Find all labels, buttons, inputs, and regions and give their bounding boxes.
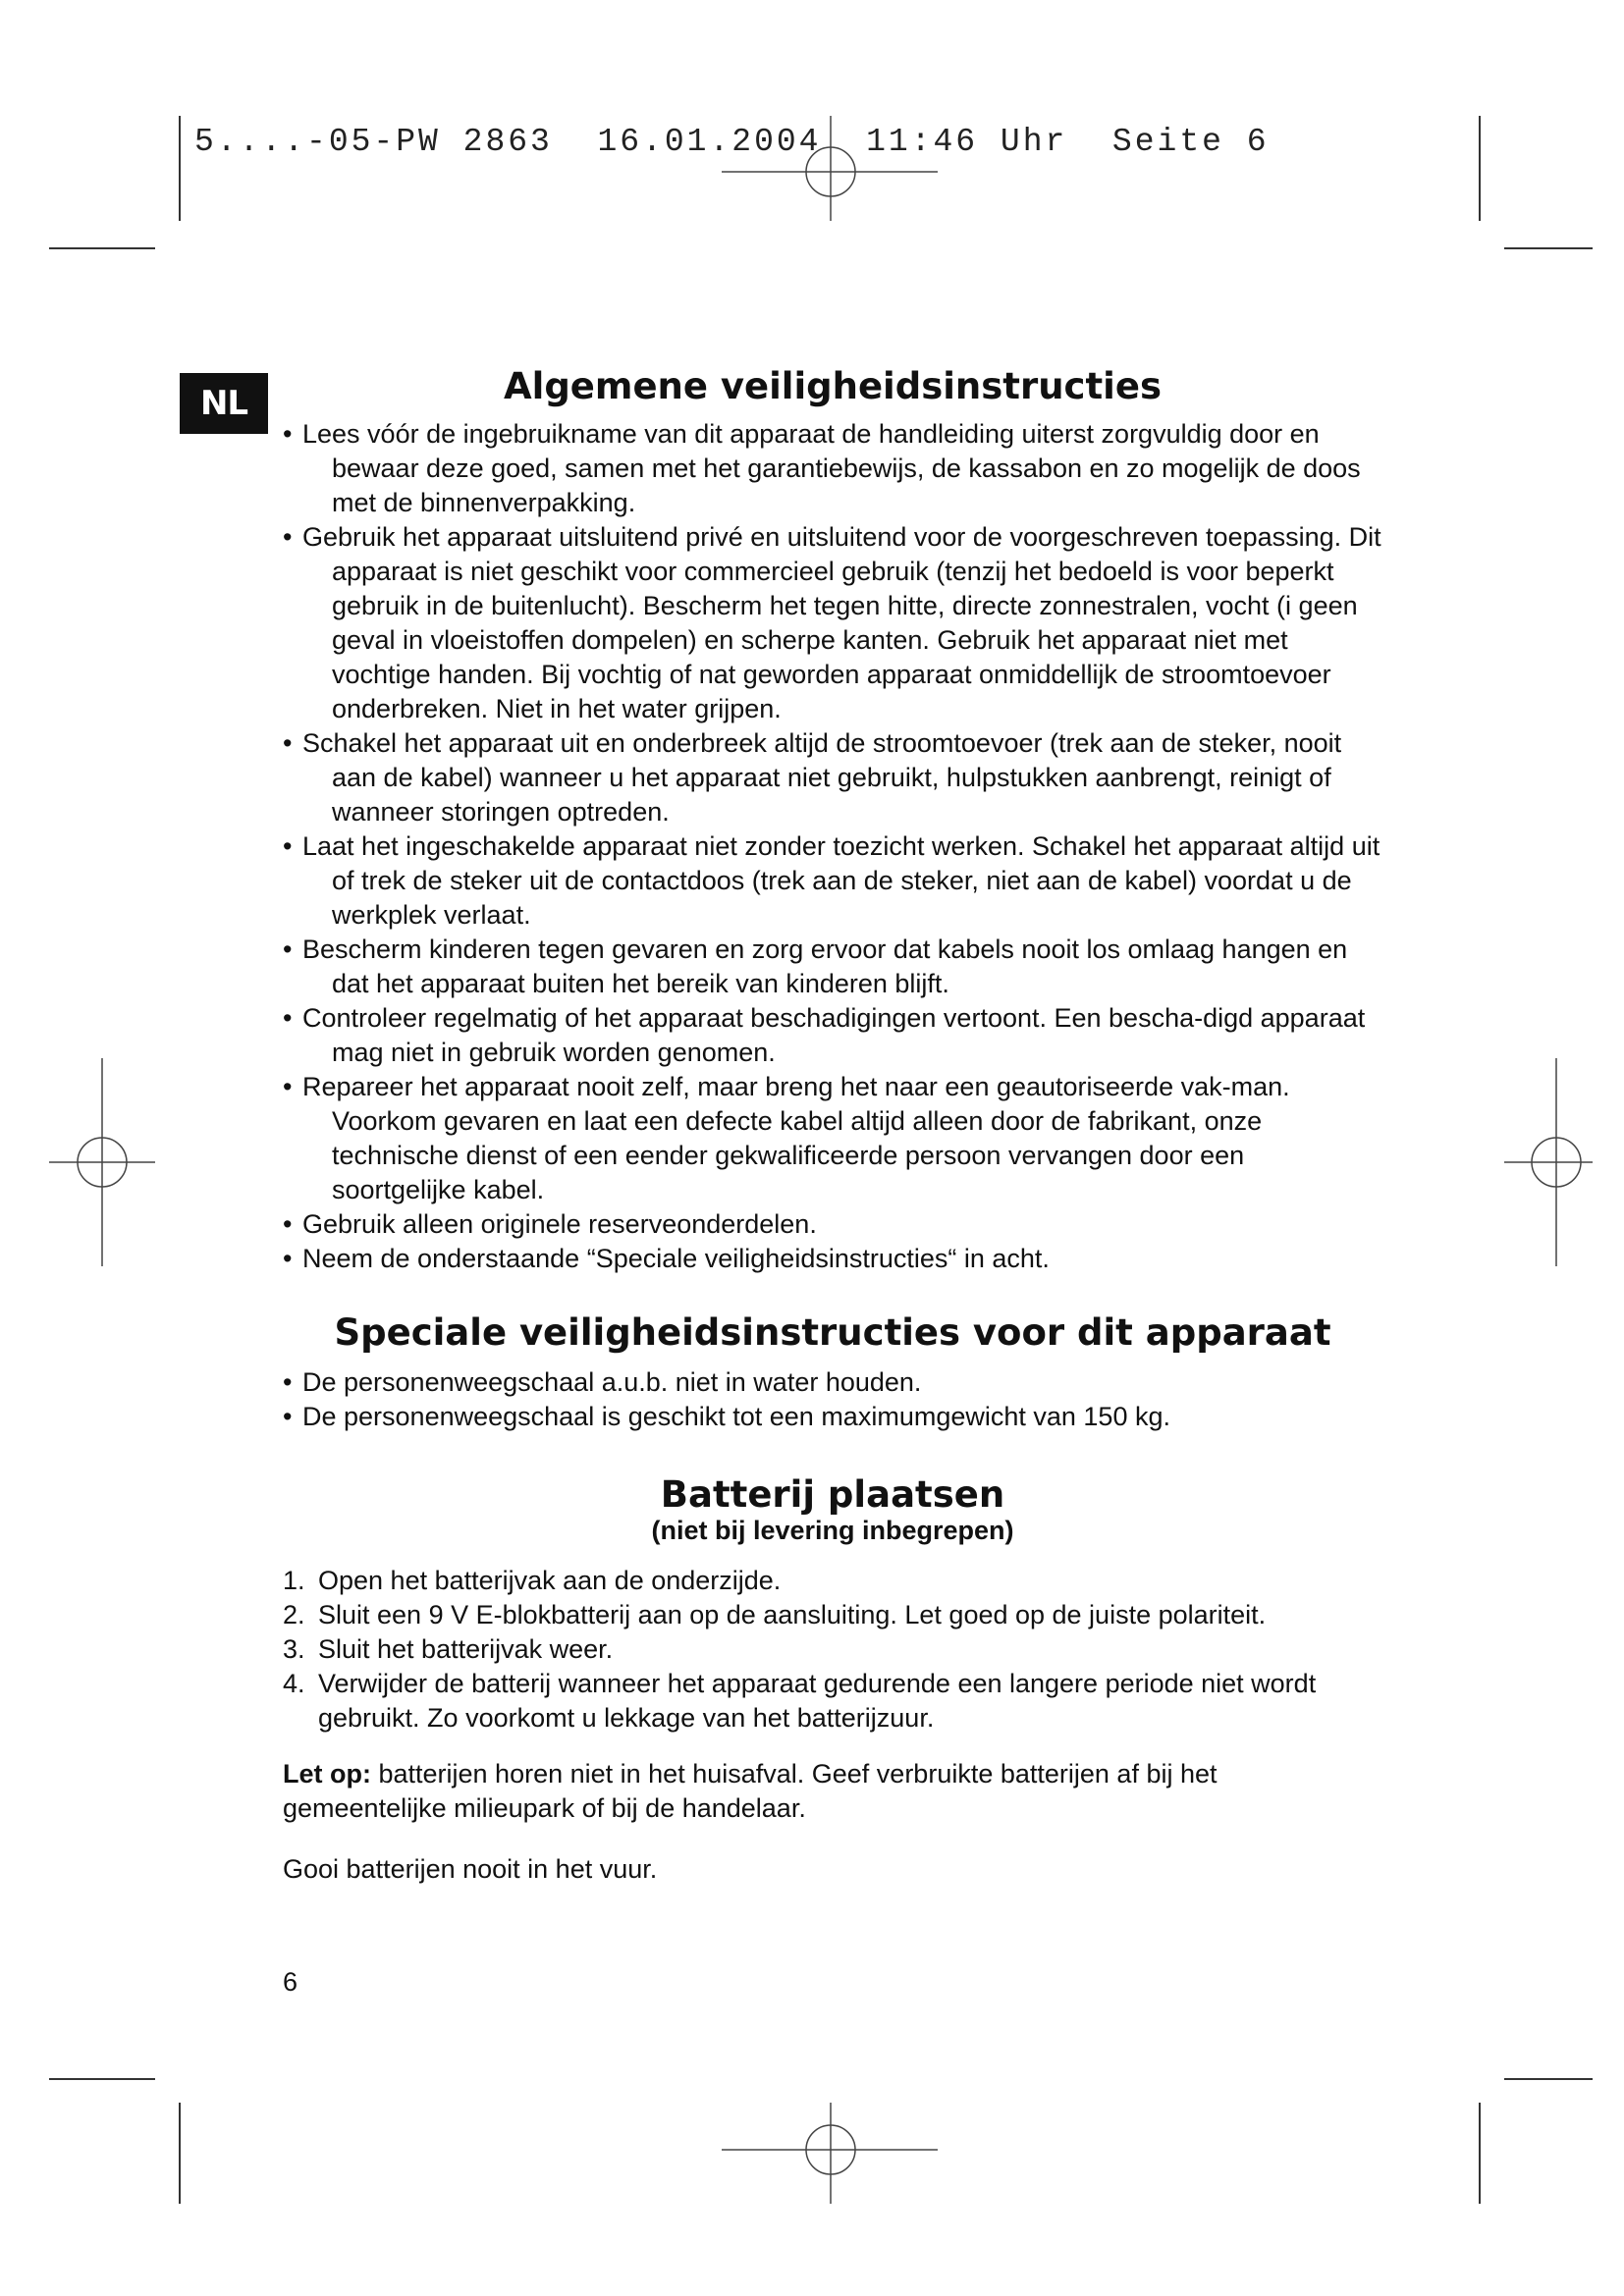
step-number: 1.: [283, 1566, 305, 1595]
list-item: • Controleer regelmatig of het apparaat beschadigingen vertoont. Een bescha-digd apparaat mag niet in gebruik worden genomen.: [283, 1001, 1382, 1070]
step-item: [283, 1632, 1382, 1667]
list-item: • Schakel het apparaat uit en onderbreek altijd de stroomtoevoer (trek aan de steker, nooit aan de kabel) wanneer u het apparaat niet gebruikt, hulpstukken aanbrengt, reinigt of wanneer storingen optreden.: [283, 726, 1382, 829]
list-item: • Bescherm kinderen tegen gevaren en zorg ervoor dat kabels nooit los omlaag hangen en dat het apparaat buiten het bereik van kinderen blijft.: [283, 933, 1382, 1001]
page-content: [283, 365, 1382, 1913]
list-item: • Lees vóór de ingebruikname van dit apparaat de handleiding uiterst zorgvuldig door en bewaar deze goed, samen met het garantiebewijs, de kassabon en zo mogelijk de doos met de binnenverpakking.: [283, 417, 1382, 520]
step-text: Sluit een 9 V E-blokbatterij aan op de aansluiting. Let goed op de juiste polariteit.: [318, 1600, 1267, 1629]
battery-fire-warning: Gooi batterijen nooit in het vuur.: [283, 1854, 658, 1884]
step-text: Open het batterijvak aan de onderzijde.: [318, 1566, 782, 1595]
general-safety-heading: Algemene veiligheidsinstructies: [504, 365, 1162, 407]
list-item: • Neem de onderstaande “Speciale veiligheidsinstructies“ in acht.: [283, 1242, 1382, 1276]
page-number: 6: [283, 1967, 298, 1997]
step-text: Verwijder de batterij wanneer het apparaat gedurende een langere periode niet wordt gebruikt. Zo voorkomt u lekkage van het batterijzuur.: [318, 1669, 1317, 1733]
list-item: • De personenweegschaal a.u.b. niet in water houden.: [283, 1365, 1382, 1400]
battery-disposal-note: [283, 1757, 1382, 1826]
print-slug-header: 5....-05-PW 2863 16.01.2004 11:46 Uhr Seite 6: [194, 124, 1270, 160]
general-safety-list: [283, 417, 1382, 1276]
list-item: • De personenweegschaal is geschikt tot een maximumgewicht van 150 kg.: [283, 1400, 1382, 1434]
list-item: • Gebruik alleen originele reserveonderdelen.: [283, 1207, 1382, 1242]
step-number: 4.: [283, 1669, 305, 1698]
list-item: • Gebruik het apparaat uitsluitend privé en uitsluitend voor de voorgeschreven toepassing. Dit apparaat is niet geschikt voor commercieel gebruik (tenzij het bedoeld is voor beperkt gebruik in de buitenlucht). Bescherm het tegen hitte, directe zonnestralen, vocht (i geen geval in vloeistoffen dompelen) en scherpe kanten. Gebruik het apparaat niet met vochtige handen. Bij vochtig of nat geworden apparaat onmiddellijk de stroomtoevoer onderbreken. Niet in het water grijpen.: [283, 520, 1382, 726]
step-item: [283, 1598, 1382, 1632]
note-text: batterijen horen niet in het huisafval. Geef verbruikte batterijen af bij het gemeentelijke milieupark of bij de handelaar.: [283, 1759, 1218, 1823]
list-item: • Repareer het apparaat nooit zelf, maar breng het naar een geautoriseerde vak-man. Voorkom gevaren en laat een defecte kabel altijd alleen door de fabrikant, onze technische dienst of een eender gekwalificeerde persoon vervangen door een soortgelijke kabel.: [283, 1070, 1382, 1207]
step-item: [283, 1564, 1382, 1598]
list-item: • Laat het ingeschakelde apparaat niet zonder toezicht werken. Schakel het apparaat altijd uit of trek de steker uit de contactdoos (trek aan de steker, niet aan de kabel) voordat u de werkplek verlaat.: [283, 829, 1382, 933]
special-safety-list: [283, 1365, 1382, 1434]
special-safety-heading: Speciale veiligheidsinstructies voor dit apparaat: [334, 1311, 1331, 1354]
step-number: 3.: [283, 1634, 305, 1664]
step-item: [283, 1667, 1382, 1735]
language-tab: NL: [180, 373, 268, 434]
step-text: Sluit het batterijvak weer.: [318, 1634, 614, 1664]
step-number: 2.: [283, 1600, 305, 1629]
battery-heading: Batterij plaatsen: [660, 1473, 1005, 1516]
battery-steps: [283, 1564, 1382, 1735]
note-label: Let op:: [283, 1759, 371, 1789]
battery-subtitle: (niet bij levering inbegrepen): [651, 1516, 1014, 1545]
